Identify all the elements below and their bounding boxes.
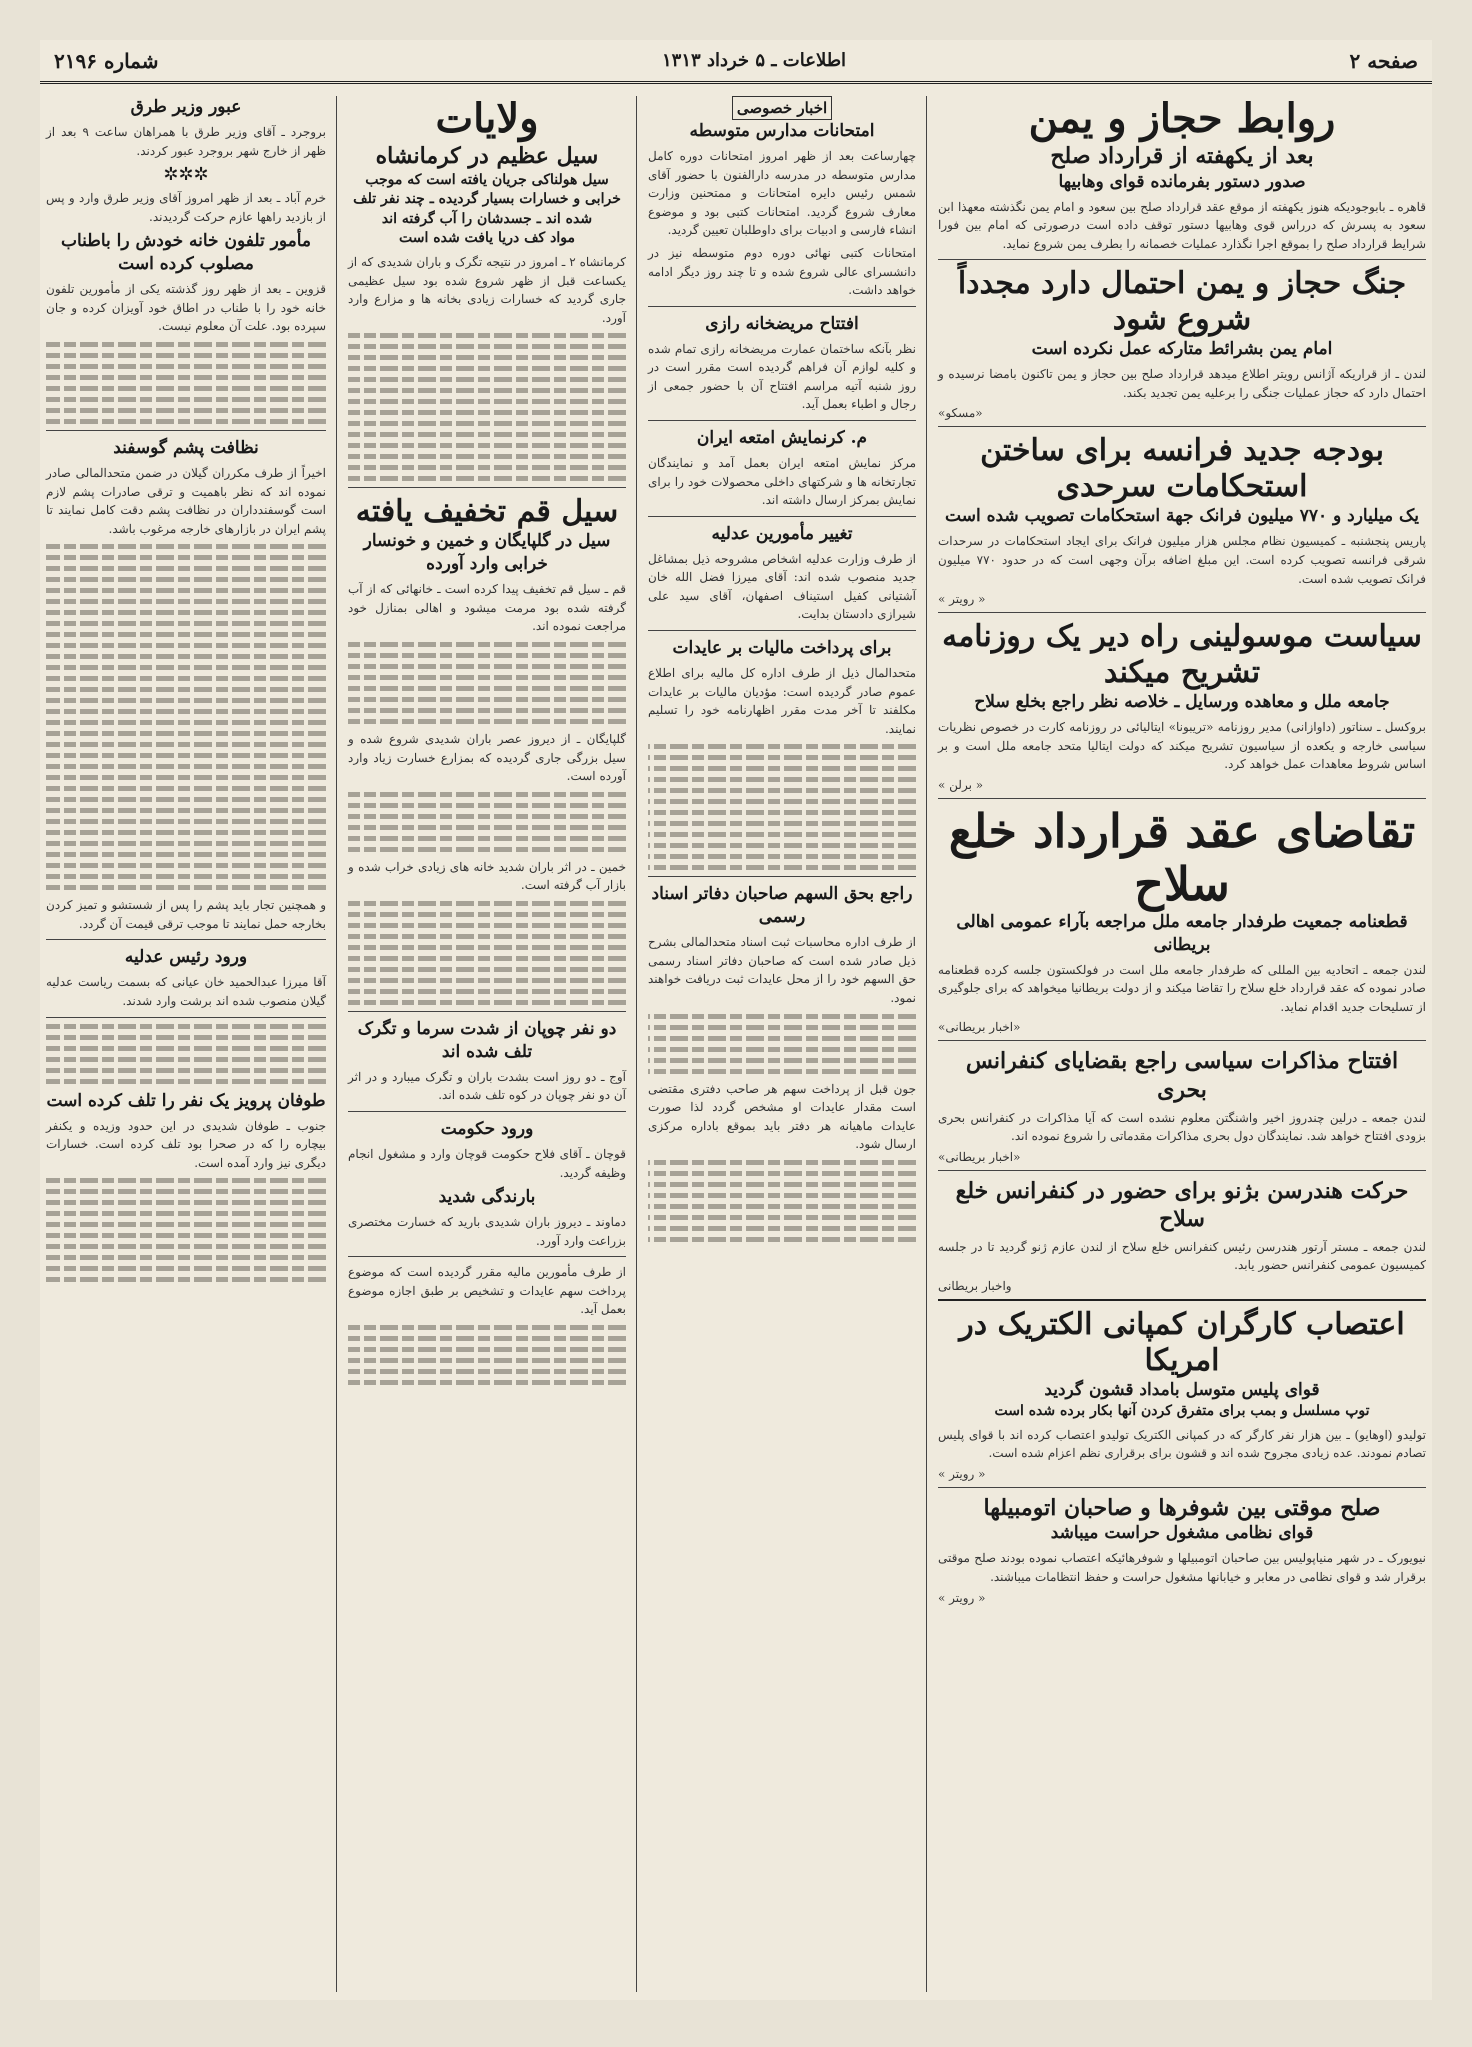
article-text: خرم آباد ـ بعد از ظهر امروز آقای وزیر طرق وارد و پس از بازدید راهها عازم حرکت گردیدند.: [46, 191, 326, 224]
column-rule: [336, 96, 337, 1992]
headline-sheep-wool: نظافت پشم گوسفند: [113, 437, 259, 458]
headline-qom-flood: سیل قم تخفیف یافته: [355, 494, 619, 530]
agency-credit: « برلن »: [938, 777, 984, 792]
divider: [938, 798, 1426, 799]
article-text: تولیدو (اوهایو) ـ بین هزار نفر کارگر که در کمپانی الکتریک تولیدو اعتصاب کرده اند با قوای پلیس تصادم نمودند. عده زیادی مجروح شده اند و قشون برای برقراری نظم اعزام شده است.: [938, 1427, 1426, 1461]
subheadline: صدور دستور بفرمانده قوای وهابیها: [1058, 171, 1306, 192]
column-city-news: [40, 96, 332, 1992]
article-text: و همچنین تجار باید پشم را پس از شستشو و تمیز کردن بخارجه حمل نمایند تا موجب ترقی قیمت آن گردد.: [46, 898, 326, 931]
divider: [648, 306, 916, 307]
headline-telephone-officer: مأمور تلفون خانه خودش را باطناب مصلوب کرده است: [60, 231, 312, 275]
divider: [938, 1299, 1426, 1301]
divider: [348, 1011, 626, 1012]
column-rule: [636, 96, 637, 1992]
article-text: لندن جمعه ـ مستر آرتور هندرسن رئیس کنفرانس خلع سلاح از لندن عازم ژنو گردید تا در جلسه کمیسیون عمومی کنفرانس حضور یابد.: [938, 1239, 1426, 1273]
headline-justice-changes: تغییر مأمورین عدلیه: [711, 523, 853, 544]
article-text: نیویورک ـ در شهر منیاپولیس بین صاحبان اتومبیلها و شوفرهائیکه اعتصاب نموده بودند صلح موقتی برقرار شد و قوای نظامی در معابر و خیابانها مشغول حراست و حفظ انتظامات میباشند.: [938, 1551, 1426, 1584]
headline-chauffeurs: صلح موقتی بین شوفرها و صاحبان اتومبیلها: [983, 1494, 1381, 1521]
headline-heavy-rain: بارندگی شدید: [438, 1187, 536, 1208]
headline-justice-head: ورود رئیس عدلیه: [124, 947, 248, 968]
article-text: بروجرد ـ آقای وزیر طرق با همراهان ساعت ۹ بعد از ظهر از خارج شهر بروجرد عبور کردند.: [46, 124, 326, 158]
agency-credit: «اخبار بریطانی»: [938, 1020, 1021, 1035]
divider: [648, 630, 916, 631]
article-text: قاهره ـ بابوجودیکه هنوز یکهفته از موقع عقد قرارداد صلح بین سعود و امام یمن نگذشته معهذا ابن سعود به پسرش که درراس قوی وهابیها دستور توقف داده است درصورتی که امام بین فورا شرایط قرارداد صلح را بموقع اجرا نگذارد عملیات خصمانه را بطرف یمن شروع نماید.: [938, 199, 1426, 251]
article-text: از طرف وزارت عدلیه اشخاص مشروحه ذیل بمشاغل جدید منصوب شده اند: آقای میرزا فضل الله خان آشتیانی کفیل استیناف اصفهان، آقای سید علی شیرازی دادستان بدایت.: [648, 551, 916, 622]
masthead: [40, 40, 1432, 84]
subheadline: یک میلیارد و ۷۷۰ میلیون فرانک جهة استحکامات تصویب شده است: [945, 506, 1419, 527]
agency-credit: واخبار بریطانی: [938, 1279, 1012, 1294]
headline-notary-share: راجع بحق السهم صاحبان دفاتر اسناد رسمی: [651, 884, 913, 928]
article-text: بروکسل ـ سناتور (داوازانی) مدیر روزنامه «تریبونا» ایتالیائی در روزنامه کارت در خصوص نظریات سیاسی خارجه و یکعده از سیاسیون تشریح میکند که دولت ایتالیا متحد جامعه ملل است و بر اساس شروط معاهدات عمل خواهد کرد.: [938, 720, 1426, 772]
subheadline: توپ مسلسل و بمب برای متفرق کردن آنها بکار برده شده است: [994, 1403, 1370, 1419]
article-text: آقا میرزا عبدالحمید خان عیانی که بسمت ریاست عدلیه گیلان منصوب شده اند برشت وارد شدند.: [46, 975, 326, 1008]
divider: [938, 1487, 1426, 1488]
subheadline: جامعه ملل و معاهده ورسایل ـ خلاصه نظر راجع بخلع سلاح: [974, 692, 1390, 713]
column-special-news: [642, 96, 922, 1992]
headline-exams: امتحانات مدارس متوسطه: [689, 121, 875, 141]
subheadline: قطعنامه جمعیت طرفدار جامعه ملل مراجعه بآراء عمومی اهالی بریطانی: [956, 911, 1408, 955]
article-text: آوج ـ دو روز است بشدت باران و تگرک میبارد و در اثر آن دو نفر چوپان در کوه تلف شده اند.: [348, 1069, 626, 1103]
headline-income-tax: برای پرداخت مالیات بر عایدات: [672, 638, 892, 659]
article-text: امتحانات کتبی نهائی دوره دوم متوسطه نیز در دانشسرای عالی شروع شده و تا چند روز دیگر ادامه خواهد داشت.: [648, 245, 916, 298]
headline-disarmament: تقاضای عقد قرارداد خلع سلاح: [948, 803, 1416, 911]
article-text: لندن جمعه ـ اتحادیه بین المللی که طرفدار جامعه ملل است در فولکستون جلسه کرده قطعنامه صادر نموده که عقد قرارداد خلع سلاح را تقاضا میکند و از دولت بریطانیا میخواهد که برای جلوگیری از تسلیحات جدید اقدام نماید.: [938, 962, 1426, 1014]
article-text: جون قبل از پرداخت سهم هر صاحب دفتری مقتضی است مقدار عایدات او مشخص گردد لذا صورت عایدات ماهیانه هر دفتر باید بموقع باداره مرکزی ارسال شود.: [648, 1081, 916, 1152]
text-lines: [46, 544, 326, 890]
article-text: لندن ـ از قراریکه آژانس رویتر اطلاع میدهد قرارداد صلح بین حجاز و یمن تاکنون بامضا نرسیده و احتمال دارد که حجاز عملیات جنگی را برعلیه یمن تجدید بکند.: [938, 367, 1426, 400]
column-international: [932, 96, 1432, 1992]
article-text: لندن جمعه ـ درلین چندروز اخیر واشنگتن معلوم نشده است که آیا مذاکرات در کنفرانس بحری بزودی افتتاح خواهد شد. نمایندگان دول بحری مذاکرات مقدماتی را شروع نموده اند.: [938, 1110, 1426, 1144]
divider: [648, 516, 916, 517]
headline-storm: طوفان پرویز یک نفر را تلف کرده است: [46, 1090, 326, 1111]
article-text: خمین ـ در اثر باران شدید خانه های زیادی خراب شده و بازار آب گرفته است.: [348, 859, 626, 893]
page-label: صفحه ۲: [1349, 48, 1418, 73]
newspaper-page: [40, 40, 1432, 2000]
agency-credit: « رویتر »: [938, 1466, 986, 1481]
divider: [46, 1017, 326, 1018]
headline-hejaz-yemen: روابط حجاز و یمن: [1028, 96, 1336, 142]
headline-shepherds: دو نفر چوپان از شدت سرما و تگرک تلف شده اند: [357, 1018, 617, 1062]
ornament: ✲✲✲: [163, 164, 209, 186]
divider: [348, 1256, 626, 1257]
section-box-private-news: اخبار خصوصی: [732, 96, 832, 120]
agency-credit: « رویتر »: [938, 1590, 986, 1605]
article-text: مرکز نمایش امتعه ایران بعمل آمد و نمایندگان تجارتخانه ها و شرکتهای داخلی محصولات خود را برای نمایش بمرکز ارسال داشته اند.: [648, 455, 916, 508]
column-rule: [926, 96, 927, 1992]
article-text: از طرف اداره محاسبات ثبت اسناد متحدالمالی بشرح ذیل صادر شده است که صاحبان دفاتر اسناد رسمی حق السهم خود را از محل عایدات ثبت دریافت خواهند نمود.: [648, 935, 916, 1005]
section-title-provinces: ولایات: [435, 96, 539, 142]
column-provinces: [342, 96, 632, 1992]
agency-credit: « رویتر »: [938, 592, 986, 607]
text-lines: [348, 333, 626, 481]
headline-minister-passage: عبور وزیر طرق: [130, 97, 242, 117]
divider: [648, 876, 916, 877]
divider: [938, 259, 1426, 260]
divider: [46, 430, 326, 431]
headline-razi-hospital: افتتاح مریضخانه رازی: [705, 313, 859, 334]
divider: [348, 1111, 626, 1112]
headline-war-resume: جنگ حجاز و یمن احتمال دارد مجدداً شروع شود: [957, 266, 1407, 338]
article-text: قم ـ سیل قم تخفیف پیدا کرده است ـ خانهائی که از آب گرفته شده بود مرمت میشود و اهالی بمنازل خود مراجعت نموده اند.: [348, 582, 626, 634]
headline-naval-conference: افتتاح مذاکرات سیاسی راجع بقضایای کنفرانس بحری: [965, 1048, 1399, 1103]
divider: [348, 487, 626, 488]
article-text: نظر بآنکه ساختمان عمارت مریضخانه رازی تمام شده و کلیه لوازم آن فراهم گردیده است مقرر است در روز شنبه آتیه مراسم افتتاح آن با حضور جمعی از رجال و اطباء بعمل آید.: [648, 341, 916, 412]
text-lines: [46, 342, 326, 424]
text-lines: [46, 1024, 326, 1084]
divider: [938, 1040, 1426, 1041]
text-lines: [648, 1014, 916, 1074]
article-text: قزوین ـ بعد از ظهر روز گذشته یکی از مأمورین تلفون خانه خود را با طناب در اطاق خود آویزان کرده و جان سپرده بود. علت آن معلوم نیست.: [46, 282, 326, 334]
article-text: قوچان ـ آقای فلاح حکومت قوچان وارد و مشغول انجام وظیفه گردید.: [348, 1146, 626, 1180]
headline-henderson: حرکت هندرسن بژنو برای حضور در کنفرانس خلع سلاح: [955, 1177, 1409, 1233]
text-lines: [648, 744, 916, 870]
headline-goods-exhibition: م. کرنمایش امتعه ایران: [696, 428, 868, 448]
divider: [46, 939, 326, 940]
article-text: دماوند ـ دیروز باران شدیدی بارید که خسارت مختصری بزراعت وارد آورد.: [348, 1215, 626, 1248]
subheadline: قوای پلیس متوسل بامداد قشون گردید: [1044, 1380, 1320, 1401]
masthead-date: اطلاعات ـ ۵ خرداد ۱۳۱۳: [662, 50, 847, 71]
subheadline: سیل در گلپایگان و خمین و خونسار خرابی وارد آورده: [363, 531, 611, 575]
divider: [938, 1170, 1426, 1171]
headline-governor-arrival: ورود حکومت: [440, 1119, 534, 1140]
subheadline: سیل هولناکی جریان یافته است که موجب خرابی و خسارات بسیار گردیده ـ چند نفر تلف شده اند ـ جسدشان را آب گرفته اند: [353, 171, 621, 227]
issue-number: شماره ۲۱۹۶: [54, 48, 159, 73]
article-text: متحدالمال ذیل از طرف اداره کل مالیه برای اطلاع عموم صادر گردیده است: مؤدیان مالیات بر عایدات مکلفند تا آخر مدت مقرر اظهارنامه خود را تسلیم نمایند.: [648, 665, 916, 736]
article-text: پاریس پنجشنبه ـ کمیسیون نظام مجلس هزار میلیون فرانک برای ایجاد استحکامات در سرحدات شرقی فرانسه تصویب کرده است. این مبلغ اضافه برآن وجهی است که در حدود ۷۷۰ میلیون فرانک تصویب شده است.: [938, 534, 1426, 586]
article-text: گلپایگان ـ از دیروز عصر باران شدیدی شروع شده و سیل بزرگی جاری گردیده که بمزارع خسارت زیاد وارد آورده است.: [348, 732, 626, 784]
text-lines: [348, 901, 626, 1005]
article-text: از طرف مأمورین مالیه مقرر گردیده است که موضوع پرداخت سهم عایدات و تشخیص بر طبق اجازه موضوع بعمل آید.: [348, 1265, 626, 1317]
agency-credit: «اخبار بریطانی»: [938, 1149, 1021, 1164]
divider: [648, 420, 916, 421]
text-lines: [348, 792, 626, 852]
article-text: اخیراً از طرف مکرران گیلان در ضمن متحدالمالی صادر نموده اند که نظر باهمیت و ترقی صادرات پشم لازم است گوسفندداران در نظافت پشم دقت کامل نمایند تا پشم ایران در بازارهای خارجه مرغوب باشد.: [46, 465, 326, 536]
divider: [938, 426, 1426, 427]
article-text: جنوب ـ طوفان شدیدی در این حدود وزیده و یکنفر بیچاره را که در صحرا بود تلف کرده است. خسارات دیگری نیز وارد آمده است.: [46, 1118, 326, 1170]
subheadline: بعد از یکهفته از قرارداد صلح: [1050, 143, 1314, 169]
headline-mussolini: سیاست موسولینی راه دیر یک روزنامه تشریح میکند: [942, 619, 1422, 691]
text-lines: [348, 1325, 626, 1385]
article-text: چهارساعت بعد از ظهر امروز امتحانات دوره کامل مدارس متوسطه در مدرسه دارالفنون با حضور آقای شمس رئیس دایره امتحانات و ممتحنین وزارت معارف شروع گردید. امتحانات کتبی بود و موضوع انشاء فارسی و ادبیات برای داوطلبان تعیین گردید.: [648, 148, 916, 238]
headline-strike-america: اعتصاب کارگران کمپانی الکتریک در امریکا: [959, 1307, 1405, 1379]
subheadline: مواد کف دریا یافت شده است: [399, 230, 575, 247]
subheadline: قوای نظامی مشغول حراست میباشد: [1050, 1523, 1314, 1544]
subheadline: امام یمن بشرائط متارکه عمل نکرده است: [1031, 339, 1333, 360]
text-lines: [46, 1178, 326, 1282]
text-lines: [648, 1160, 916, 1242]
headline-france-budget: بودجه جدید فرانسه برای ساختن استحکامات سرحدی: [980, 433, 1384, 505]
text-lines: [348, 642, 626, 724]
headline-kermanshah-flood: سیل عظیم در کرمانشاه: [375, 143, 599, 169]
agency-credit: «مسکو»: [938, 406, 983, 421]
article-text: کرمانشاه ۲ ـ امروز در نتیجه تگرک و باران شدیدی که از یکساعت قبل از ظهر شروع شده بود سیل عظیمی جاری گردید که خسارات زیادی بخانه ها و مزارع وارد آورد.: [348, 254, 626, 325]
divider: [938, 612, 1426, 613]
